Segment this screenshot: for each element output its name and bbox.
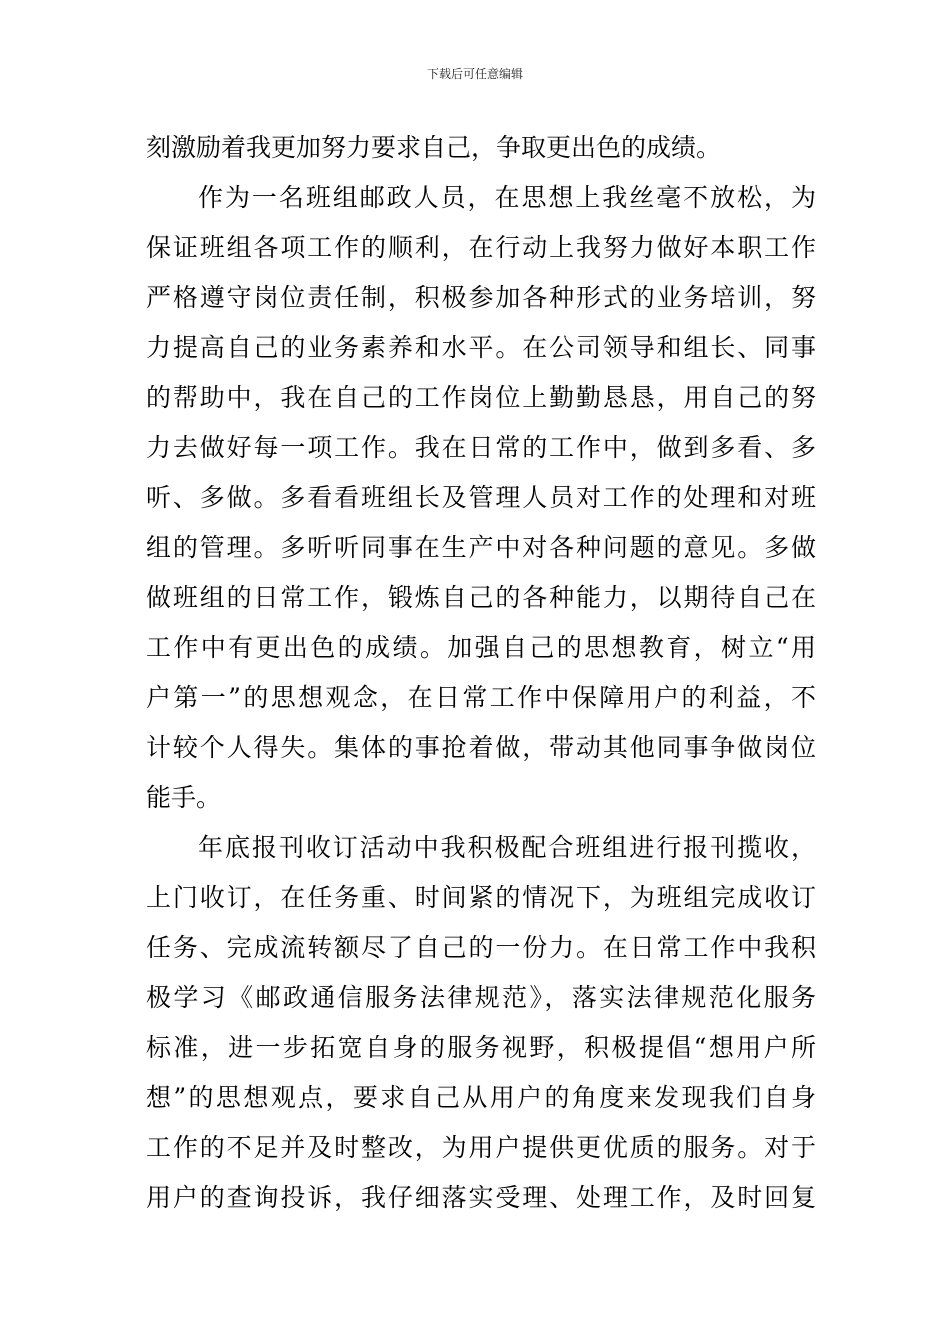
text-line: 计较个人得失。集体的事抢着做，带动其他同事争做岗位 (146, 733, 816, 762)
text-line: 保证班组各项工作的顺利，在行动上我努力做好本职工作 (146, 233, 816, 262)
text-line: 能手。 (146, 783, 222, 812)
text-line: 工作的不足并及时整改，为用户提供更优质的服务。对于 (146, 1133, 816, 1162)
text-line: 的帮助中，我在自己的工作岗位上勤勤恳恳，用自己的努 (146, 383, 816, 412)
text-line: 任务、完成流转额尽了自己的一份力。在日常工作中我积 (146, 933, 816, 962)
text-line: 做班组的日常工作，锻炼自己的各种能力，以期待自己在 (146, 583, 816, 612)
paragraph-first-line: 年底报刊收订活动中我积极配合班组进行报刊揽收， (198, 833, 816, 862)
text-line: 极学习《邮政通信服务法律规范》，落实法律规范化服务 (146, 983, 816, 1012)
text-line: 力去做好每一项工作。我在日常的工作中，做到多看、多 (146, 433, 816, 462)
text-line: 组的管理。多听听同事在生产中对各种问题的意见。多做 (146, 533, 816, 562)
text-line: 户第一”的思想观念，在日常工作中保障用户的利益，不 (146, 683, 816, 712)
text-line: 上门收订，在任务重、时间紧的情况下，为班组完成收订 (146, 883, 816, 912)
text-line: 标准，进一步拓宽自身的服务视野，积极提倡“想用户所 (146, 1033, 816, 1062)
page-header-note: 下载后可任意编辑 (426, 67, 523, 81)
text-line: 想”的思想观点，要求自己从用户的角度来发现我们自身 (146, 1083, 816, 1112)
text-line: 力提高自己的业务素养和水平。在公司领导和组长、同事 (146, 333, 816, 362)
paragraph-first-line: 作为一名班组邮政人员，在思想上我丝毫不放松，为 (198, 183, 816, 212)
text-line: 听、多做。多看看班组长及管理人员对工作的处理和对班 (146, 483, 816, 512)
text-line: 严格遵守岗位责任制，积极参加各种形式的业务培训，努 (146, 283, 816, 312)
text-line: 刻激励着我更加努力要求自己，争取更出色的成绩。 (146, 133, 722, 162)
text-line: 工作中有更出色的成绩。加强自己的思想教育，树立“用 (146, 633, 816, 662)
text-line: 用户的查询投诉，我仔细落实受理、处理工作，及时回复 (146, 1183, 816, 1212)
